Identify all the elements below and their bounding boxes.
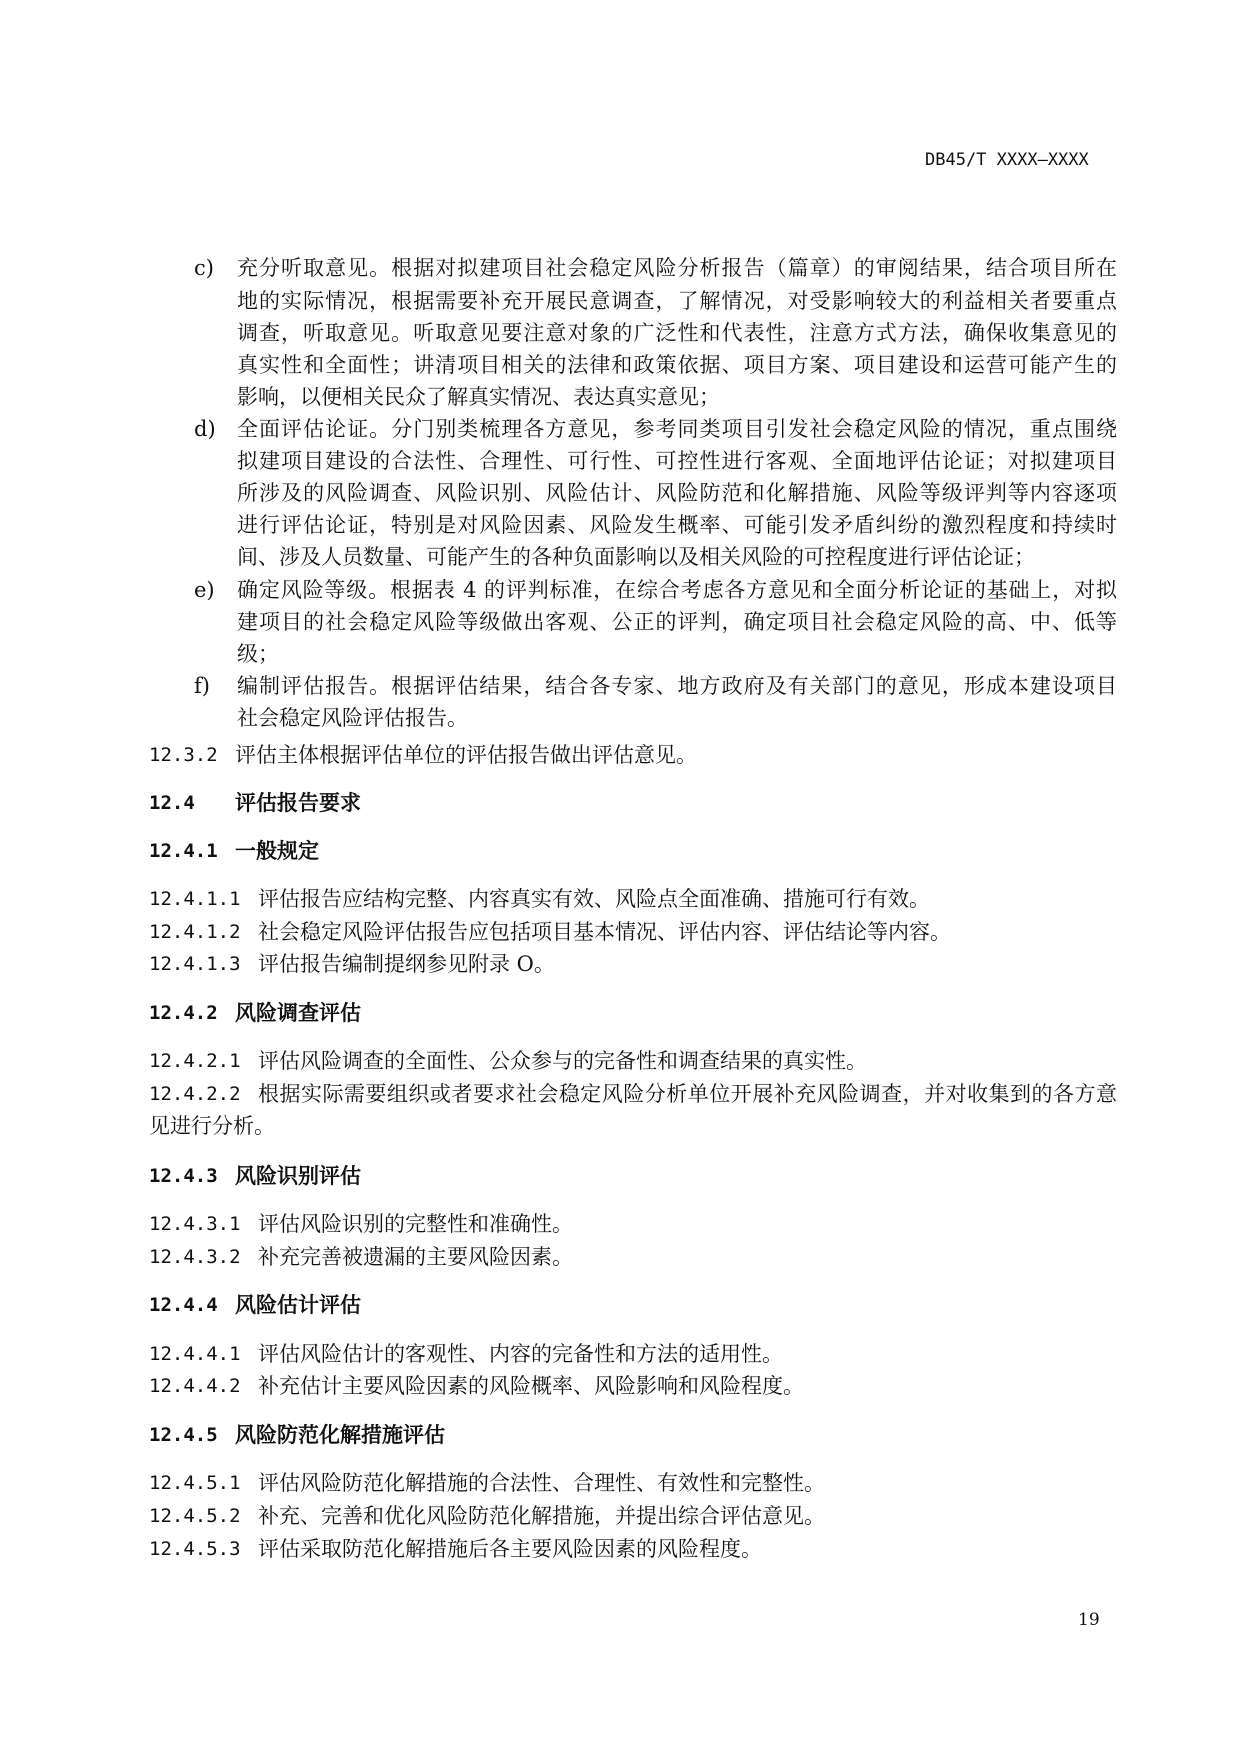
list-item-line: 拟建项目建设的合法性、合理性、可行性、可控性进行客观、全面地评估论证；对拟建项目 (237, 449, 1117, 473)
list-item-line: 所涉及的风险调查、风险识别、风险估计、风险防范和化解措施、风险等级评判等内容逐项 (237, 481, 1117, 505)
document-code-header: DB45/T XXXX—XXXX (925, 150, 1089, 170)
clause-number: 12.4.2.1 (149, 1050, 241, 1072)
clause-text: 补充完善被遗漏的主要风险因素。 (258, 1245, 573, 1269)
clause-number: 12.4.5.1 (149, 1472, 241, 1494)
clause-number: 12.4.5.2 (149, 1505, 241, 1527)
list-item-line: 建项目的社会稳定风险等级做出客观、公正的评判，确定项目社会稳定风险的高、中、低等 (237, 610, 1117, 634)
list-item-label: d) (194, 417, 216, 441)
clause-number: 12.4.2 (149, 1002, 218, 1024)
clause-number: 12.4.4.2 (149, 1375, 241, 1397)
clause-text: 社会稳定风险评估报告应包括项目基本情况、评估内容、评估结论等内容。 (258, 920, 951, 944)
clause-number: 12.3.2 (149, 744, 218, 766)
list-item-label: c) (194, 256, 214, 280)
list-item-line: 编制评估报告。根据评估结果，结合各专家、地方政府及有关部门的意见，形成本建设项目 (237, 674, 1117, 698)
clause-number: 12.4.1.1 (149, 888, 241, 910)
clause-number: 12.4.5.3 (149, 1538, 241, 1560)
list-item-line: 级； (237, 642, 279, 666)
list-item-label: f) (194, 674, 210, 698)
clause-text: 补充、完善和优化风险防范化解措施，并提出综合评估意见。 (258, 1504, 825, 1528)
list-item-line: 充分听取意见。根据对拟建项目社会稳定风险分析报告（篇章）的审阅结果，结合项目所在 (237, 256, 1117, 280)
list-item-line: 调查，听取意见。听取意见要注意对象的广泛性和代表性，注意方式方法，确保收集意见的 (237, 321, 1117, 345)
clause-number: 12.4.5 (149, 1424, 218, 1446)
list-item-line: 社会稳定风险评估报告。 (237, 706, 468, 730)
clause-text: 补充估计主要风险因素的风险概率、风险影响和风险程度。 (258, 1374, 804, 1398)
clause-number: 12.4.3 (149, 1165, 218, 1187)
list-item-line: 真实性和全面性；讲清项目相关的法律和政策依据、项目方案、项目建设和运营可能产生的 (237, 353, 1117, 377)
clause-text: 评估报告应结构完整、内容真实有效、风险点全面准确、措施可行有效。 (258, 887, 930, 911)
clause-text: 评估风险调查的全面性、公众参与的完备性和调查结果的真实性。 (258, 1049, 867, 1073)
clause-text-continued: 见进行分析。 (149, 1114, 275, 1138)
list-item-label: e) (194, 578, 215, 602)
clause-number: 12.4.3.1 (149, 1213, 241, 1235)
page-number: 19 (1078, 1610, 1100, 1630)
clause-text: 评估风险防范化解措施的合法性、合理性、有效性和完整性。 (258, 1471, 825, 1495)
list-item-line: 影响，以便相关民众了解真实情况、表达真实意见； (237, 385, 720, 409)
section-heading: 风险防范化解措施评估 (235, 1422, 445, 1447)
clause-number: 12.4 (149, 792, 195, 814)
list-item-line: 进行评估论证，特别是对风险因素、风险发生概率、可能引发矛盾纠纷的激烈程度和持续时 (237, 513, 1117, 537)
list-item-line: 确定风险等级。根据表 4 的评判标准，在综合考虑各方意见和全面分析论证的基础上，对拟 (237, 578, 1117, 602)
section-heading: 风险调查评估 (235, 1000, 361, 1025)
section-heading: 评估报告要求 (235, 790, 361, 815)
section-heading: 风险估计评估 (235, 1292, 361, 1317)
clause-number: 12.4.4 (149, 1294, 218, 1316)
clause-text: 评估风险识别的完整性和准确性。 (258, 1212, 573, 1236)
clause-number: 12.4.2.2 (149, 1083, 241, 1105)
clause-number: 12.4.4.1 (149, 1343, 241, 1365)
clause-text: 评估报告编制提纲参见附录 O。 (258, 952, 555, 976)
list-item-line: 地的实际情况，根据需要补充开展民意调查，了解情况，对受影响较大的利益相关者要重点 (237, 289, 1117, 313)
section-heading: 一般规定 (235, 838, 319, 863)
list-item-line: 全面评估论证。分门别类梳理各方意见，参考同类项目引发社会稳定风险的情况，重点围绕 (237, 417, 1117, 441)
clause-number: 12.4.1.3 (149, 953, 241, 975)
clause-number: 12.4.1 (149, 840, 218, 862)
clause-text: 根据实际需要组织或者要求社会稳定风险分析单位开展补充风险调查，并对收集到的各方意 (258, 1082, 1117, 1106)
clause-text: 评估主体根据评估单位的评估报告做出评估意见。 (235, 743, 697, 767)
section-heading: 风险识别评估 (235, 1163, 361, 1188)
clause-number: 12.4.1.2 (149, 921, 241, 943)
clause-text: 评估采取防范化解措施后各主要风险因素的风险程度。 (258, 1537, 762, 1561)
clause-text: 评估风险估计的客观性、内容的完备性和方法的适用性。 (258, 1342, 783, 1366)
clause-number: 12.4.3.2 (149, 1246, 241, 1268)
list-item-line: 间、涉及人员数量、可能产生的各种负面影响以及相关风险的可控程度进行评估论证； (237, 545, 1035, 569)
